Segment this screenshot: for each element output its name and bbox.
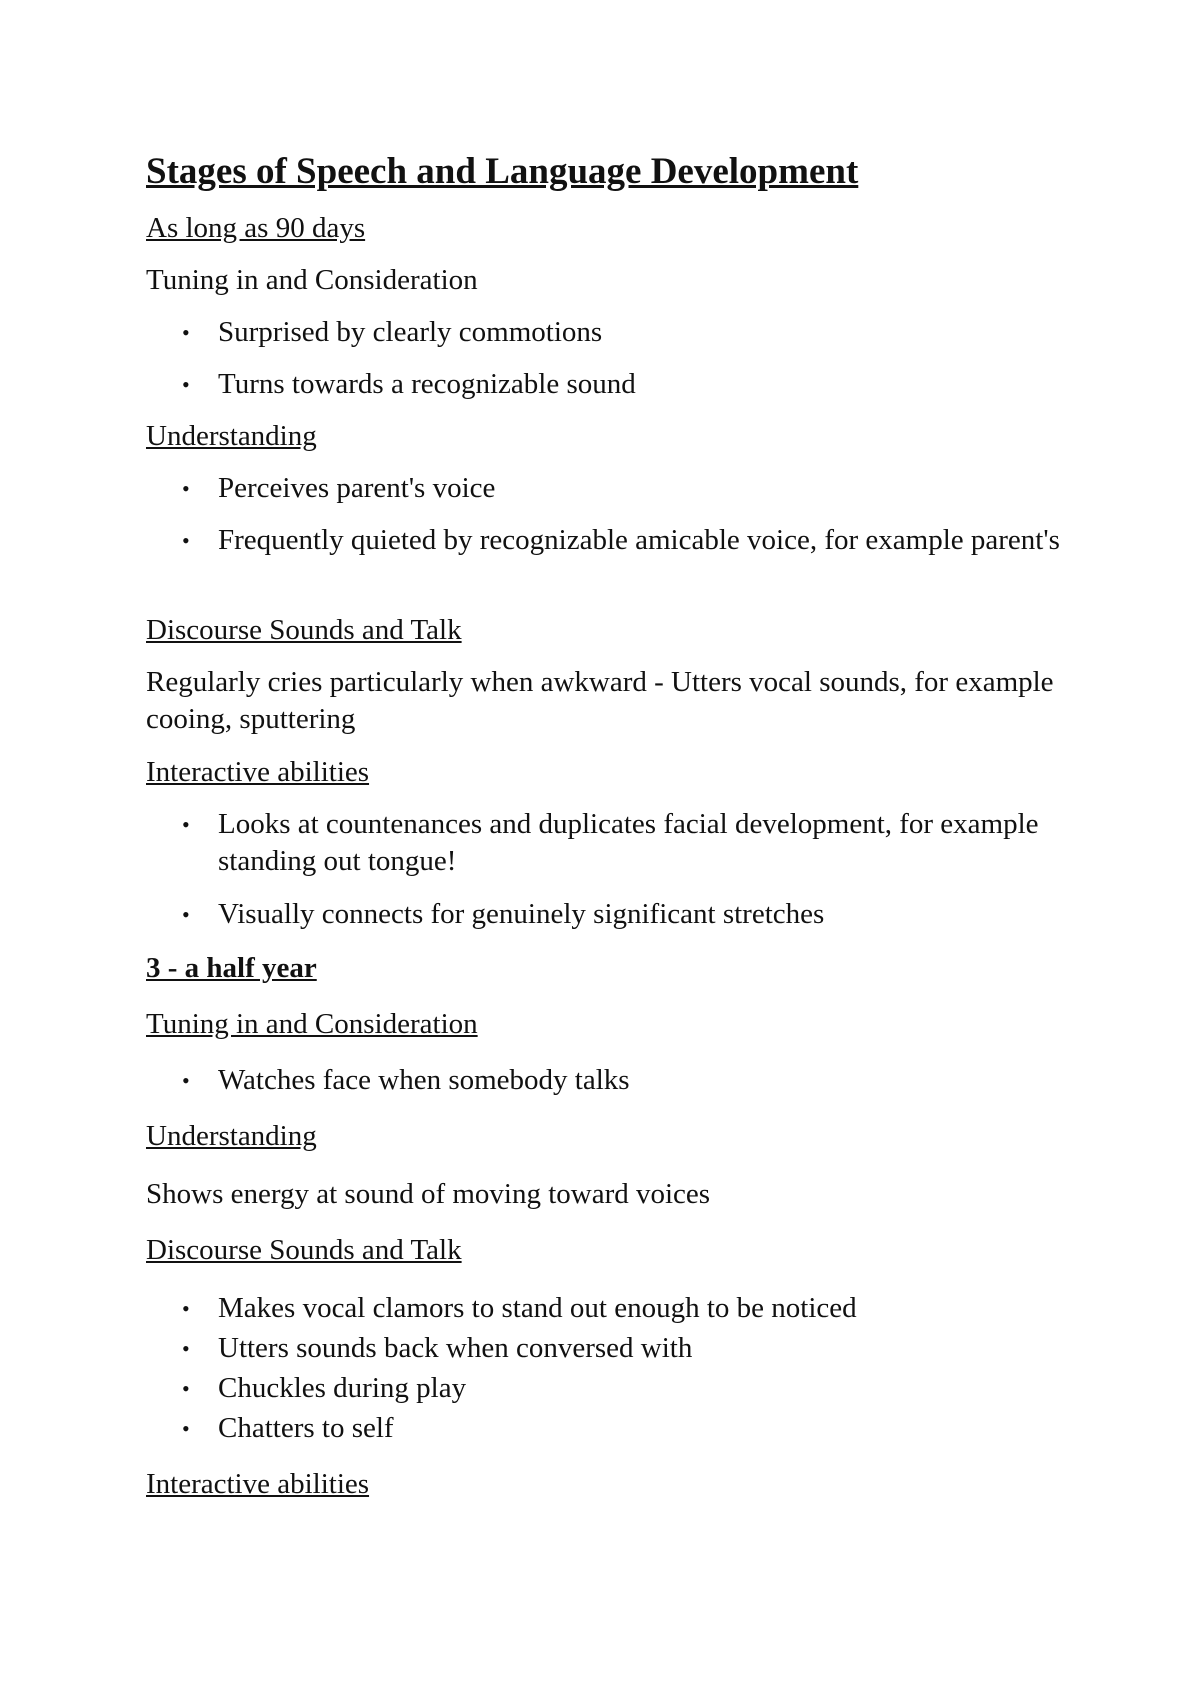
list-item — [182, 896, 825, 933]
list-item-text: Surprised by clearly commotions — [218, 316, 603, 348]
subheading-tuning-in: Tuning in and Consideration — [146, 264, 478, 296]
bullet-icon: • — [182, 476, 190, 501]
subheading-understanding-2: Understanding — [146, 1120, 317, 1152]
bullet-icon: • — [182, 528, 190, 553]
list-item — [182, 1290, 857, 1327]
subheading-interactive-abilities: Interactive abilities — [146, 756, 370, 788]
list-item-text: Turns towards a recognizable sound — [218, 368, 636, 400]
list-item — [182, 314, 603, 351]
bullet-icon: • — [182, 1416, 190, 1441]
bullet-icon: • — [182, 812, 190, 837]
list-item — [182, 470, 496, 507]
subheading-interactive-abilities-2: Interactive abilities — [146, 1468, 370, 1500]
list-item-text: Utters sounds back when conversed with — [218, 1332, 693, 1364]
bullet-icon: • — [182, 1296, 190, 1321]
section-heading-half-year: 3 - a half year — [146, 952, 317, 984]
subheading-discourse-sounds: Discourse Sounds and Talk — [146, 614, 462, 646]
bullet-icon: • — [182, 1068, 190, 1093]
bullet-icon: • — [182, 902, 190, 927]
list-item — [182, 1062, 630, 1099]
list-item-text: Visually connects for genuinely significant stretches — [218, 898, 825, 930]
list-item-text: Makes vocal clamors to stand out enough to be noticed — [218, 1292, 857, 1324]
bullet-icon: • — [182, 1376, 190, 1401]
paragraph-understanding: Shows energy at sound of moving toward voices — [146, 1178, 711, 1210]
list-item-text: Looks at countenances and duplicates facial development, for example standing out tongue! — [218, 808, 1039, 877]
paragraph-discourse: Regularly cries particularly when awkward - Utters vocal sounds, for example cooing, sputtering — [146, 666, 1054, 735]
subheading-tuning-in-2: Tuning in and Consideration — [146, 1008, 478, 1040]
list-item-text: Chatters to self — [218, 1412, 394, 1444]
section-heading-90-days: As long as 90 days — [146, 212, 366, 244]
list-item — [182, 806, 1068, 880]
bullet-icon: • — [182, 1336, 190, 1361]
list-item-text: Perceives parent's voice — [218, 472, 496, 504]
subheading-discourse-sounds-2: Discourse Sounds and Talk — [146, 1234, 462, 1266]
list-item-text: Chuckles during play — [218, 1372, 467, 1404]
list-item — [182, 1410, 394, 1447]
subheading-understanding: Understanding — [146, 420, 317, 452]
bullet-icon: • — [182, 320, 190, 345]
list-item — [182, 522, 1068, 559]
list-item — [182, 1330, 693, 1367]
page-title: Stages of Speech and Language Development — [146, 151, 859, 192]
list-item — [182, 1370, 467, 1407]
list-item — [182, 366, 636, 403]
bullet-icon: • — [182, 372, 190, 397]
list-item-text: Frequently quieted by recognizable amicable voice, for example parent's — [218, 524, 1060, 556]
list-item-text: Watches face when somebody talks — [218, 1064, 630, 1096]
